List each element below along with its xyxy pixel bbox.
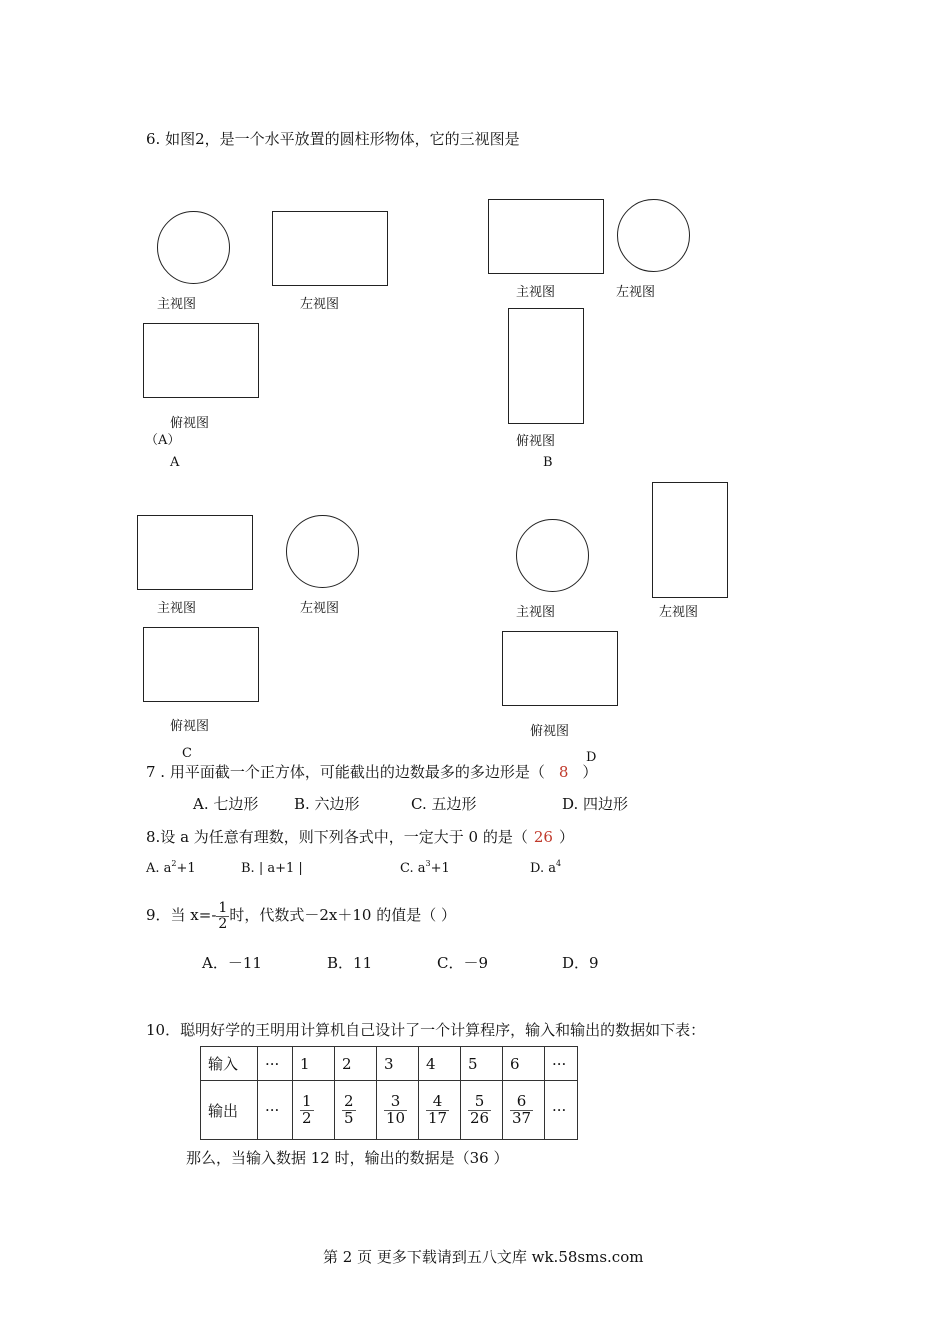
q7-stem xyxy=(146,761,597,782)
q7-choice-b: B. 六边形 xyxy=(294,795,360,813)
a-top-rect xyxy=(143,323,259,398)
table-ellipsis: ··· xyxy=(258,1047,293,1081)
b-front-label: 主视图 xyxy=(516,285,556,300)
q7-answer: 8 xyxy=(558,763,569,781)
output-fraction: $\frac{3}{10}$ xyxy=(386,1091,406,1127)
a-top-label: 俯视图 xyxy=(170,416,210,431)
output-cell xyxy=(335,1081,377,1140)
d-front-circle xyxy=(516,519,589,592)
output-cell xyxy=(461,1081,503,1140)
option-a-label: A xyxy=(170,455,180,470)
input-cell: 4 xyxy=(419,1047,461,1081)
output-fraction: $\frac{1}{2}$ xyxy=(302,1091,312,1127)
a-front-circle xyxy=(157,211,230,284)
output-cell xyxy=(419,1081,461,1140)
io-table xyxy=(200,1046,578,1140)
q8-stem xyxy=(146,826,574,847)
d-top-label: 俯视图 xyxy=(530,724,570,739)
option-d-label: D xyxy=(586,750,597,765)
q7-choice-a: A. 七边形 xyxy=(193,795,259,813)
b-left-circle xyxy=(617,199,690,272)
q8-choice-a: A. $a^2+1$ xyxy=(146,859,196,876)
input-label: 输入 xyxy=(201,1047,258,1081)
q9-prefix: 9．当 x=- xyxy=(146,906,217,924)
q9-choice-b: B．11 xyxy=(327,954,373,972)
table-row-input xyxy=(201,1047,578,1081)
c-top-label: 俯视图 xyxy=(170,719,210,734)
q9-choice-c: C．－9 xyxy=(437,954,489,972)
page-footer: 第 2 页 更多下载请到五八文库 wk.58sms.com xyxy=(323,1248,644,1266)
input-cell: 1 xyxy=(293,1047,335,1081)
q8-close: ） xyxy=(558,828,574,846)
output-cell xyxy=(293,1081,335,1140)
a-front-label: 主视图 xyxy=(157,297,197,312)
table-ellipsis: ··· xyxy=(545,1047,578,1081)
d-left-rect xyxy=(652,482,728,598)
input-cell: 2 xyxy=(335,1047,377,1081)
table-row-output xyxy=(201,1081,578,1140)
q9-choice-d: D．9 xyxy=(562,954,599,972)
output-cell xyxy=(503,1081,545,1140)
input-cell: 5 xyxy=(461,1047,503,1081)
table-ellipsis: ··· xyxy=(258,1081,293,1140)
b-front-rect xyxy=(488,199,604,274)
q10-followup: 那么，当输入数据 12 时，输出的数据是（36 ） xyxy=(186,1149,509,1167)
output-label: 输出 xyxy=(201,1081,258,1140)
d-front-label: 主视图 xyxy=(516,605,556,620)
output-cell xyxy=(377,1081,419,1140)
d-left-label: 左视图 xyxy=(659,605,699,620)
output-fraction: $\frac{4}{17}$ xyxy=(428,1091,448,1127)
c-top-rect xyxy=(143,627,259,702)
q7-text: 7 . 用平面截一个正方体，可能截出的边数最多的多边形是（ xyxy=(146,763,545,781)
c-left-circle xyxy=(286,515,359,588)
q9-fraction: $\frac{1}{2}$ xyxy=(218,899,228,932)
q9-stem xyxy=(146,893,456,937)
q8-choice-d: D. $a^4$ xyxy=(530,859,562,876)
c-front-rect xyxy=(137,515,253,590)
c-left-label: 左视图 xyxy=(300,601,340,616)
b-top-rect xyxy=(508,308,584,424)
q6-text: 6. 如图2，是一个水平放置的圆柱形物体，它的三视图是 xyxy=(146,130,520,148)
option-b-label: B xyxy=(543,455,553,470)
q7-choice-c: C. 五边形 xyxy=(411,795,477,813)
output-fraction: $\frac{5}{26}$ xyxy=(470,1091,490,1127)
b-top-label: 俯视图 xyxy=(516,434,556,449)
input-cell: 6 xyxy=(503,1047,545,1081)
a-left-rect xyxy=(272,211,388,286)
input-cell: 3 xyxy=(377,1047,419,1081)
q9-suffix: 时，代数式－2x＋10 的值是（ ） xyxy=(229,906,456,924)
b-left-label: 左视图 xyxy=(616,285,656,300)
q8-answer: 26 xyxy=(533,828,553,846)
figure-caption: （A） xyxy=(145,433,181,448)
option-c-label: C xyxy=(182,746,192,761)
output-fraction: $\frac{2}{5}$ xyxy=(344,1091,354,1127)
c-front-label: 主视图 xyxy=(157,601,197,616)
q8-choice-b: B. | a+1 | xyxy=(241,861,303,876)
q10-text: 10．聪明好学的王明用计算机自己设计了一个计算程序，输入和输出的数据如下表： xyxy=(146,1021,706,1039)
a-left-label: 左视图 xyxy=(300,297,340,312)
q7-close: ） xyxy=(582,763,598,781)
q8-choice-c: C. $a^3+1$ xyxy=(400,859,450,876)
table-ellipsis: ··· xyxy=(545,1081,578,1140)
d-top-rect xyxy=(502,631,618,706)
output-fraction: $\frac{6}{37}$ xyxy=(512,1091,532,1127)
q7-choice-d: D. 四边形 xyxy=(562,795,629,813)
q8-text: 8.设 a 为任意有理数，则下列各式中，一定大于 0 的是（ xyxy=(146,828,528,846)
q9-choice-a: A．－11 xyxy=(202,954,262,972)
